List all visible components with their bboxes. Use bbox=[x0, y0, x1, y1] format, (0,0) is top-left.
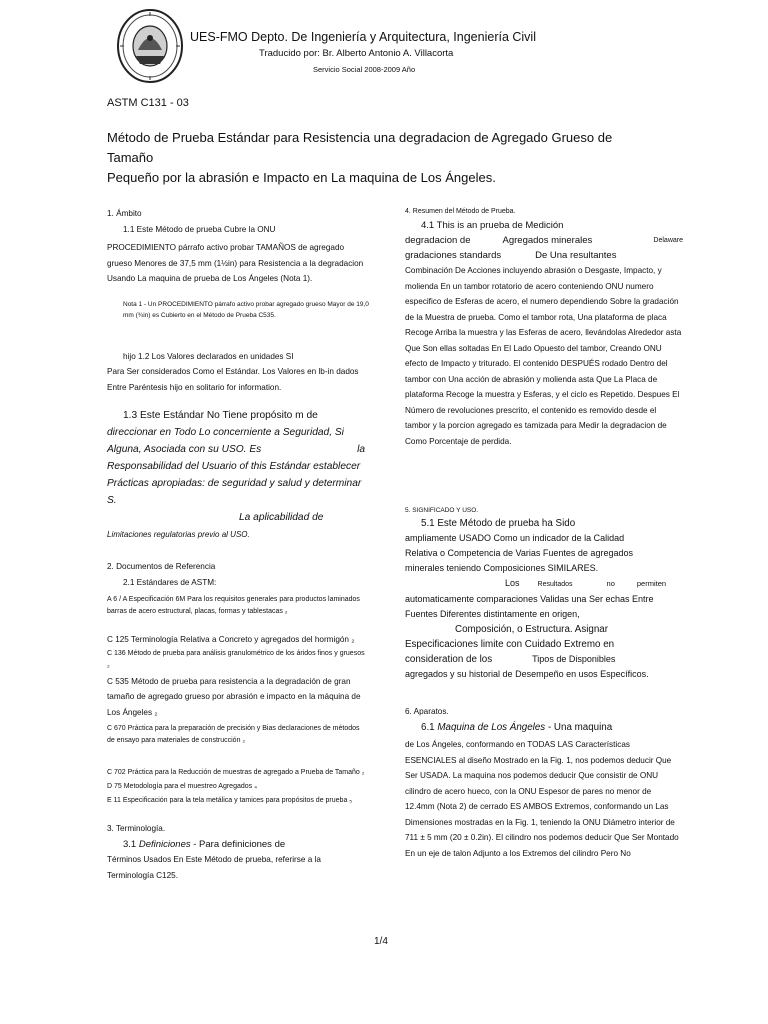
section-1-3-line-6: La aplicabilidad de bbox=[239, 512, 324, 523]
section-2-heading: 2. Documentos de Referencia bbox=[107, 562, 216, 571]
section-5-1 bbox=[405, 516, 683, 682]
section-1-3-line-5: Prácticas apropiadas: de seguridad y salud y determinar S. bbox=[107, 478, 362, 506]
section-1-3-line-7: Limitaciones regulatorias previo al USO. bbox=[107, 530, 250, 539]
section-6-1-term: Maquina de Los Ángeles bbox=[437, 721, 546, 733]
section-5-1-line-5d: permiten bbox=[636, 579, 667, 588]
section-4-1-line-3b: De Una resultantes bbox=[535, 250, 617, 261]
section-5-1-line-10b: Tipos de Disponibles bbox=[532, 654, 616, 664]
section-5-1-line-9: Especificaciones limite con Cuidado Extremo en bbox=[405, 639, 615, 650]
section-2-1: 2.1 Estándares de ASTM: bbox=[123, 577, 217, 587]
header-title: UES-FMO Depto. De Ingeniería y Arquitectura, Ingeniería Civil bbox=[190, 30, 536, 44]
section-5-1-line-5a: Los bbox=[505, 578, 520, 588]
section-5-1-line-1: 5.1 Este Método de prueba ha Sido bbox=[421, 518, 576, 529]
section-6-1-number: 6.1 bbox=[421, 721, 435, 733]
page-number: 1/4 bbox=[374, 936, 388, 947]
section-1-1-body: PROCEDIMIENTO párrafo activo probar TAMAÑOS de agregado grueso Menores de 37,5 mm (1½in) para Resistencia a la degradacion Usando La maquina de prueba de Los Ángeles (Nota 1). bbox=[107, 243, 364, 283]
section-1-3-line-3a: Alguna, Asociada con su USO. Es bbox=[107, 444, 262, 455]
note-1: Nota 1 - Un PROCEDIMIENTO párrafo activo probar agregado grueso Mayor de 19,0 mm (¾in) es Cubierto en el Método de Prueba C535. bbox=[123, 300, 369, 319]
section-6-heading: 6. Aparatos. bbox=[405, 707, 449, 716]
section-6-1-rest: - Una maquina bbox=[547, 721, 613, 733]
section-1-3-line-3b: la bbox=[357, 444, 365, 455]
section-4-heading: 4. Resumen del Método de Prueba. bbox=[405, 208, 516, 215]
reference-d75: D 75 Metodología para el muestreo Agregados ₄ bbox=[107, 783, 257, 790]
document-title-line-1: Método de Prueba Estándar para Resistencia una degradacion de Agregado Grueso de Tamaño bbox=[107, 130, 613, 165]
section-1-2-lead: hijo 1.2 Los Valores declarados en unidades SI bbox=[123, 351, 294, 361]
university-seal-icon bbox=[116, 8, 184, 84]
document-title-line-2: Pequeño por la abrasión e Impacto en La maquina de Los Ángeles. bbox=[107, 170, 496, 185]
section-5-1-line-7: Fuentes Diferentes distintamente en origen, bbox=[405, 609, 580, 619]
reference-c535: C 535 Método de prueba para resistencia a la degradación de gran tamaño de agregado grueso por abrasión e impacto en la máquina de Los Ángeles ₂ bbox=[107, 676, 361, 717]
reference-a6: A 6 / A Especificación 6M Para los requisitos generales para productos laminados barras de acero estructural, placas, formas y tablestacas ₂ bbox=[107, 596, 360, 615]
section-5-1-line-10a: consideration de los bbox=[405, 654, 493, 665]
section-5-1-line-11: agregados y su historial de Desempeño en usos Específicos. bbox=[405, 669, 649, 679]
section-1-3-line-4: Responsabilidad del Usuario of this Estándar establecer bbox=[107, 461, 361, 472]
section-3-1-rest: - Para definiciones de bbox=[193, 838, 286, 850]
section-3-1-term: Definiciones bbox=[138, 838, 191, 850]
section-3-1-lead bbox=[107, 837, 369, 853]
section-4-1-line-1: 4.1 This is an prueba de Medición bbox=[421, 220, 564, 231]
section-3-1-body: Términos Usados En Este Método de prueba, referirse a la Terminología C125. bbox=[107, 855, 321, 880]
section-5-1-line-6: automaticamente comparaciones Validas una Ser echas Entre bbox=[405, 594, 654, 604]
section-4-1-line-2b: Agregados minerales bbox=[502, 235, 593, 246]
section-4-1-line-2 bbox=[405, 233, 683, 248]
section-5-1-line-5c: no bbox=[606, 579, 615, 588]
section-1-2-body: Para Ser considerados Como el Estándar. Los Valores en lb-in dados Entre Paréntesis hijo en solitario for information. bbox=[107, 367, 359, 392]
section-5-1-line-10 bbox=[405, 652, 683, 667]
section-4-1-line-2c: Delaware bbox=[653, 237, 683, 244]
section-1-1-lead: 1.1 Este Método de prueba Cubre la ONU bbox=[123, 224, 276, 234]
right-column bbox=[405, 206, 683, 861]
section-1-3-line-2: direccionar en Todo Lo concerniente a Seguridad, Si bbox=[107, 427, 344, 438]
header-translator: Traducido por: Br. Alberto Antonio A. Villacorta bbox=[259, 48, 454, 59]
left-column bbox=[107, 206, 369, 883]
section-5-1-line-5b: Resultados bbox=[537, 581, 573, 588]
reference-c702: C 702 Práctica para la Reducción de muestras de agregado a Prueba de Tamaño ₂ bbox=[107, 769, 365, 776]
section-5-heading: 5. SIGNIFICADO Y USO. bbox=[405, 507, 479, 514]
section-3-1-number: 3.1 bbox=[123, 838, 137, 850]
reference-c136: C 136 Método de prueba para análisis granulométrico de los áridos finos y gruesos ₂ bbox=[107, 649, 365, 669]
section-1-3-line-1: 1.3 Este Estándar No Tiene propósito m de bbox=[123, 410, 318, 421]
section-4-1-line-2a: degradacion de bbox=[405, 235, 471, 246]
section-5-1-line-3: Relativa o Competencia de Varias Fuentes de agregados bbox=[405, 548, 633, 558]
reference-c670: C 670 Práctica para la preparación de precisión y Bias declaraciones de métodos de ensayo para materiales de construcción ₂ bbox=[107, 725, 360, 744]
section-4-1-lead bbox=[405, 218, 683, 263]
document-title bbox=[107, 128, 627, 188]
section-4-1-line-3 bbox=[405, 248, 683, 263]
section-5-1-line-4: minerales teniendo Composiciones SIMILARES. bbox=[405, 563, 599, 573]
section-5-1-line-8: Composición, o Estructura. Asignar bbox=[455, 624, 609, 635]
section-4-1-line-3a: gradaciones standards bbox=[405, 250, 502, 261]
section-1-heading: 1. Ámbito bbox=[107, 209, 142, 218]
header-service: Servicio Social 2008-2009 Año bbox=[313, 65, 416, 74]
section-3-heading: 3. Terminología. bbox=[107, 824, 166, 833]
section-6-1-body: de Los Ángeles, conformando en TODAS LAS Características ESENCIALES al diseño Mostrado en la Fig. 1, nos podemos deducir Que Ser USADA. La maquina nos podemos deducir Que consistir de ONU cilindro de acero hueco, con la ONU Espesor de pares no menor de 12.4mm (Nota 2) de cerrado ES AMBOS Extremos, conformando un Las Dimensiones mostradas en la Fig. 1, teniendo la ONU Diámetro interior de 711 ± 5 mm (20 ± 0.2in). El cilindro nos podemos deducir Que Ser Montado En un eje de talon Adjunto a los Extremos del cilindro Pero No bbox=[405, 740, 679, 858]
section-1-3 bbox=[107, 407, 369, 543]
section-4-1-body: Combinación De Acciones incluyendo abrasión o Desgaste, Impacto, y molienda En un tambor rotatorio de acero conteniendo ONU numero especifico de Esferas de acero, el numero dependiendo Sobre la gradación de la Muestra de prueba. Como el tambor rota, Una plataforma de placa Recoge Arriba la muestra y las Esferas de acero, llevándolas Alrededor asta Que Son ellas soltadas En El Lado Opuesto del tambor, Creando ONU efecto de Impacto y triturado. El contenido DESPUÉS rodado Dentro del tambor con Una acción de abrasión y molienda asta Que La Placa de plataforma Recoge la muestra y Esferas, y el ciclo es Repetido. Despues El Número de revoluciones prescrito, el contenido es removido desde el tambor y la porcion agregado es tamizada para Medir la degradacion de Como Porcentaje de perdida. bbox=[405, 266, 682, 446]
document-code: ASTM C131 - 03 bbox=[107, 97, 189, 109]
reference-e11: E 11 Especificación para la tela metálica y tamices para propósitos de prueba ₅ bbox=[107, 797, 353, 804]
section-1-3-line-3 bbox=[107, 441, 369, 458]
reference-c125: C 125 Terminología Relativa a Concreto y agregados del hormigón ₂ bbox=[107, 635, 355, 644]
section-6-1-lead bbox=[405, 720, 683, 736]
section-5-1-line-5 bbox=[405, 576, 683, 592]
section-5-1-line-2: ampliamente USADO Como un indicador de la Calidad bbox=[405, 533, 625, 543]
